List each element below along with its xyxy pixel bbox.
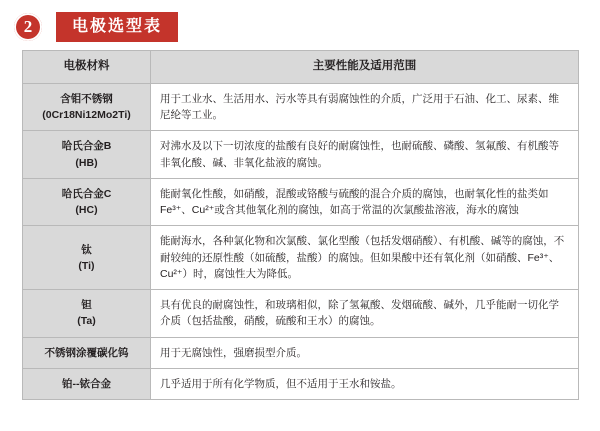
- table-row: [23, 83, 579, 131]
- material-name-line1: 钽: [81, 299, 92, 312]
- cell-description: 几乎适用于所有化学物质，但不适用于王水和铵盐。: [151, 369, 579, 400]
- cell-description: 用于无腐蚀性，强磨损型介质。: [151, 337, 579, 368]
- cell-material: [23, 83, 151, 131]
- table-row: [23, 369, 579, 400]
- cell-material: [23, 337, 151, 368]
- table-row: [23, 337, 579, 368]
- material-name-line1: 钛: [81, 243, 92, 256]
- document-header: [0, 0, 600, 42]
- table-row: [23, 290, 579, 338]
- cell-material: [23, 290, 151, 338]
- table-row: [23, 226, 579, 290]
- cell-material: [23, 369, 151, 400]
- column-header-description: 主要性能及适用范围: [151, 51, 579, 84]
- table-header-row: [23, 51, 579, 84]
- material-name-line1: 哈氏合金B: [61, 140, 112, 153]
- material-name-line2: (HB): [75, 156, 98, 169]
- cell-material: [23, 131, 151, 179]
- material-name-line2: (HC): [75, 204, 98, 217]
- material-name-line2: (0Cr18Ni12Mo2Ti): [42, 109, 131, 122]
- cell-description: 能耐海水，各种氯化物和次氯酸、氯化型酸（包括发烟硝酸）、有机酸、碱等的腐蚀，不耐较纯的还原性酸（如硫酸，盐酸）的腐蚀。但如果酸中还有氧化剂（如硝酸、Fe³⁺、Cu²⁺）时，腐蚀性大为降低。: [151, 226, 579, 290]
- cell-material: [23, 226, 151, 290]
- table-row: [23, 178, 579, 226]
- table-body: [23, 83, 579, 399]
- cell-material: [23, 178, 151, 226]
- material-name-line2: (Ti): [78, 259, 95, 272]
- column-header-material: 电极材料: [23, 51, 151, 84]
- cell-description: 对沸水及以下一切浓度的盐酸有良好的耐腐蚀性，也耐硫酸、磷酸、氢氟酸、有机酸等非氧化酸、碱、非氧化盐液的腐蚀。: [151, 131, 579, 179]
- material-name-line1: 不锈钢涂覆碳化钨: [44, 346, 129, 359]
- material-name-line1: 哈氏合金C: [61, 187, 112, 200]
- cell-description: 用于工业水、生活用水、污水等具有弱腐蚀性的介质，广泛用于石油、化工、尿素、维尼纶等工业。: [151, 83, 579, 131]
- cell-description: 能耐氧化性酸，如硝酸，混酸或铬酸与硫酸的混合介质的腐蚀，也耐氧化性的盐类如Fe³⁺、Cu²⁺或含其他氧化剂的腐蚀，如高于常温的次氯酸盐溶液，海水的腐蚀: [151, 178, 579, 226]
- material-name-line2: (Ta): [77, 315, 96, 328]
- table-container: [0, 42, 600, 400]
- page-title: 电极选型表: [56, 12, 178, 42]
- section-number-badge: 2: [14, 13, 42, 41]
- electrode-selection-table: [22, 50, 579, 400]
- material-name-line1: 含钼不锈钢: [60, 92, 113, 105]
- table-row: [23, 131, 579, 179]
- cell-description: 具有优良的耐腐蚀性，和玻璃相似，除了氢氟酸、发烟硫酸、碱外，几乎能耐一切化学介质（包括盐酸，硝酸，硫酸和王水）的腐蚀。: [151, 290, 579, 338]
- material-name-line1: 铂--铱合金: [62, 378, 111, 390]
